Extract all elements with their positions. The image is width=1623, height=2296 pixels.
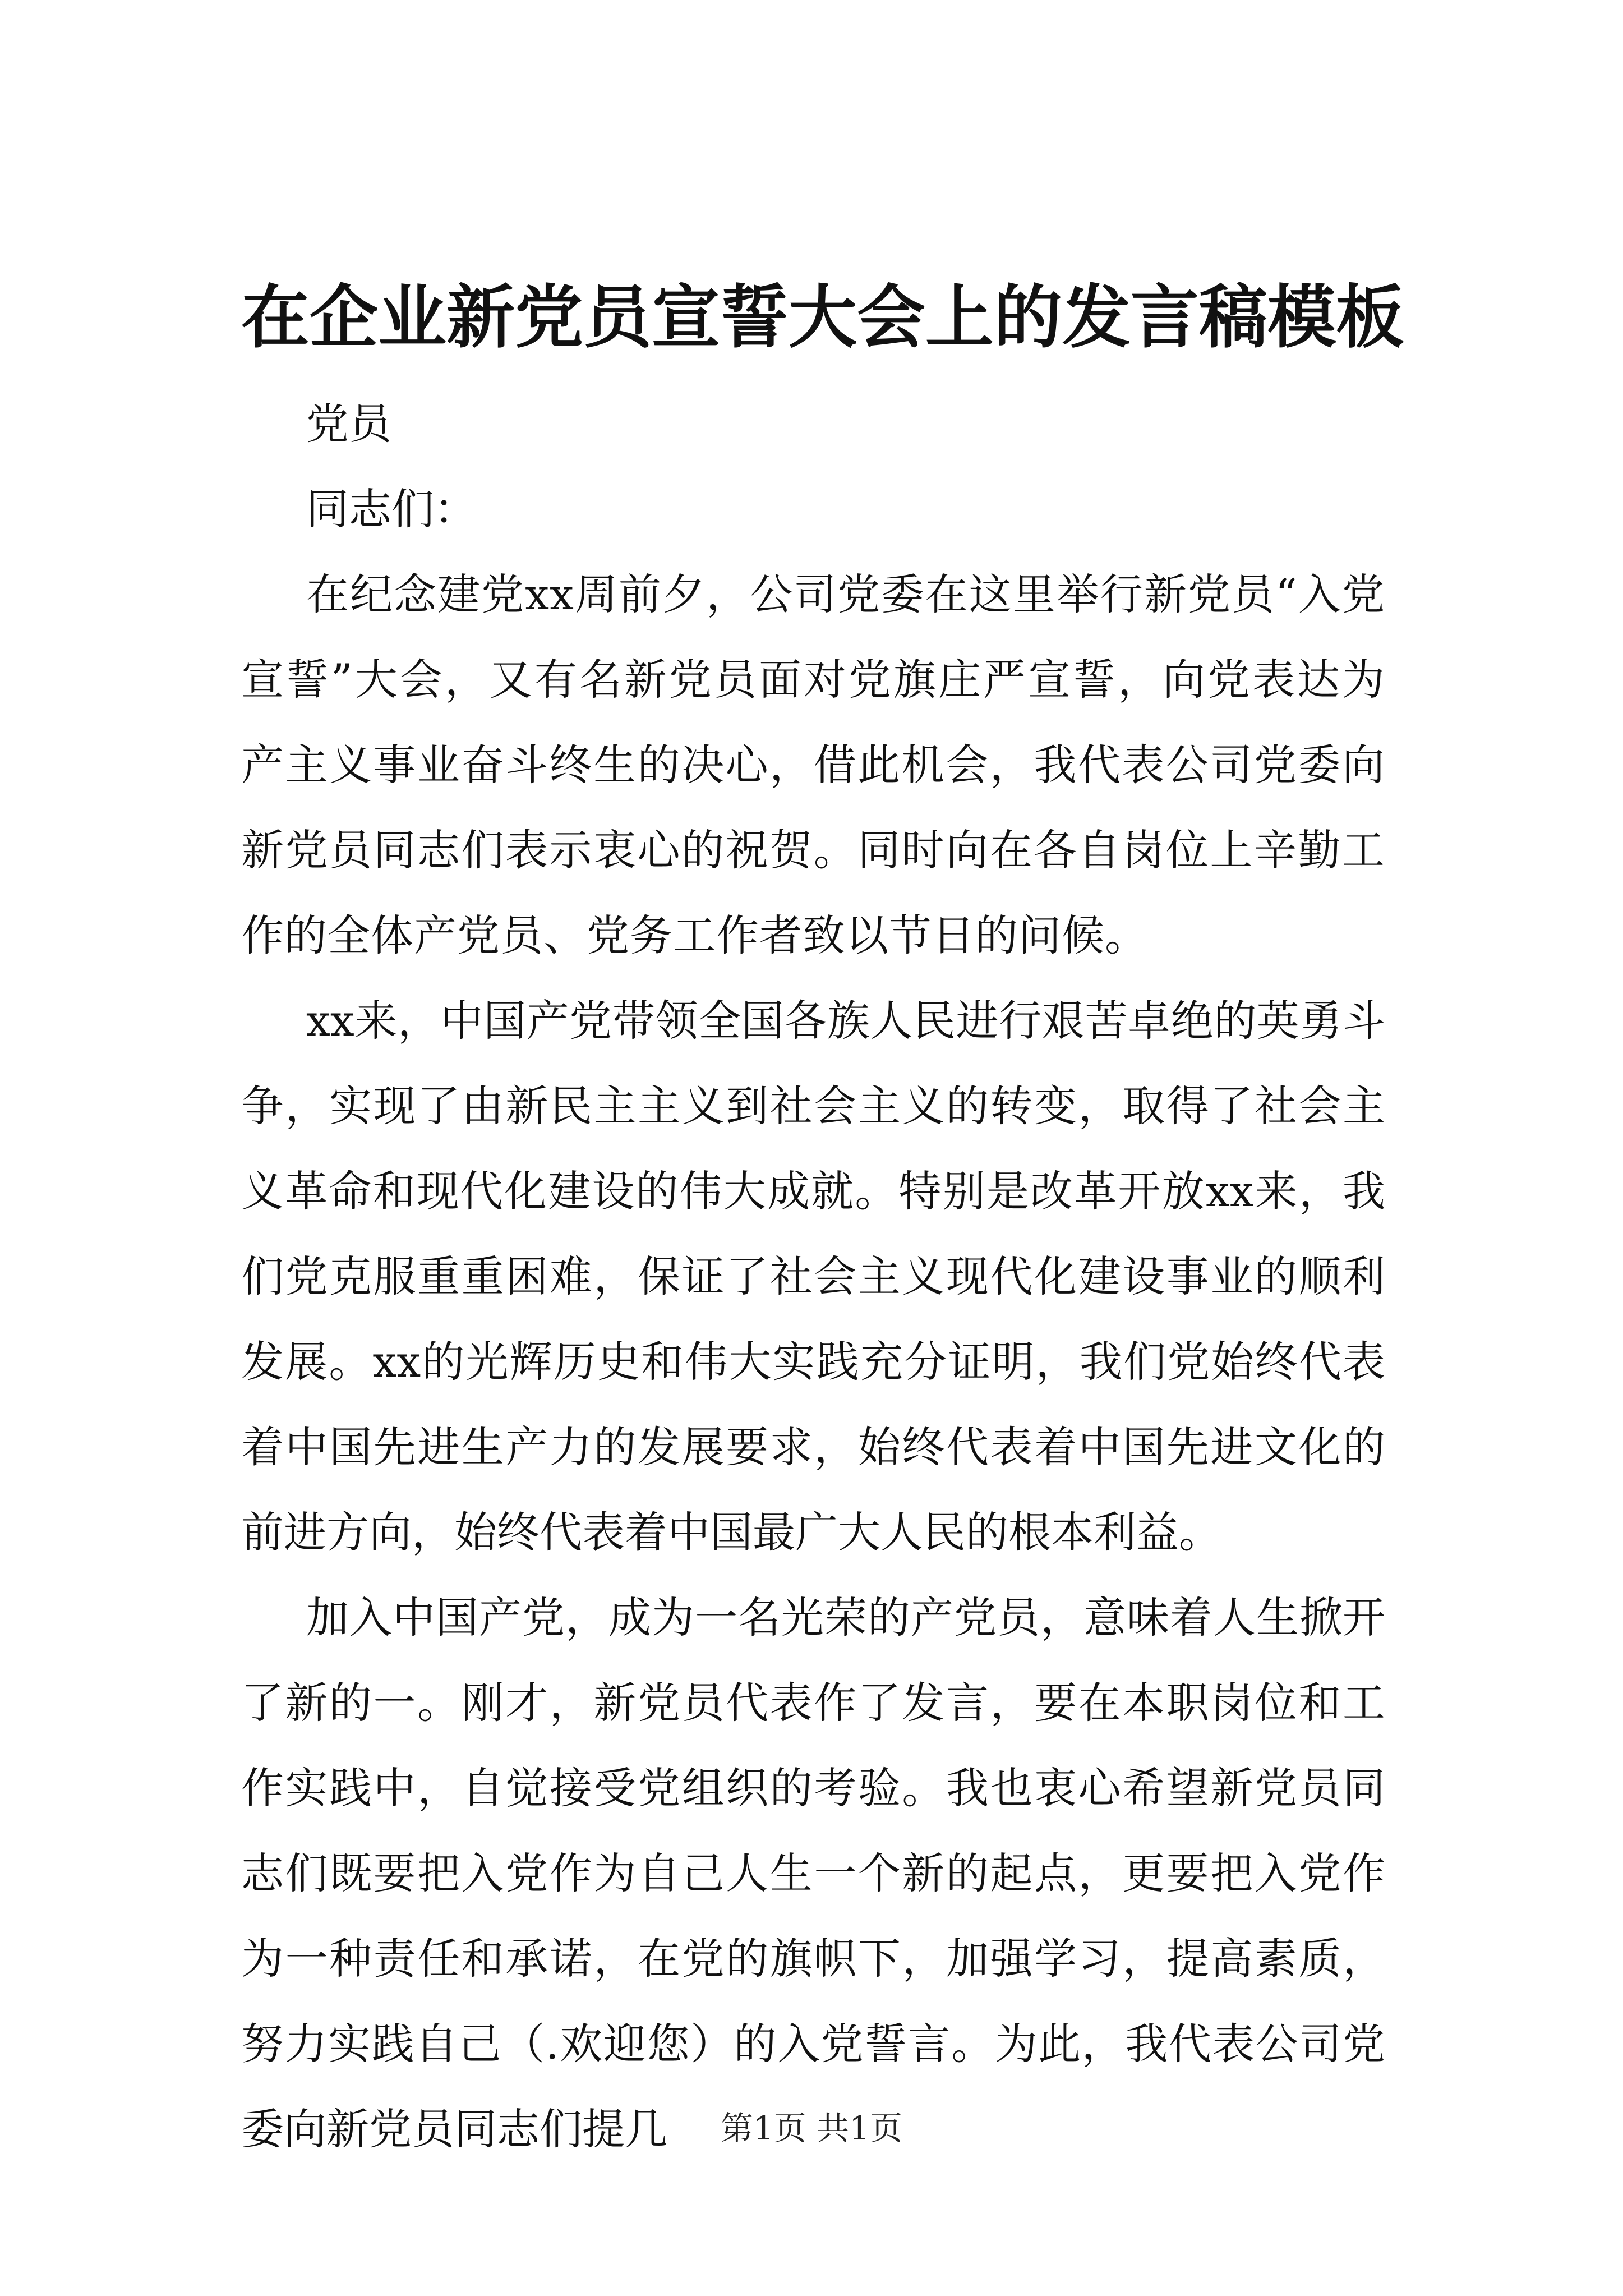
paragraph-2: xx来，中国产党带领全国各族人民进行艰苦卓绝的英勇斗争，实现了由新民主主义到社会主义的转变，取得了社会主义革命和现代化建设的伟大成就。特别是改革开放xx来，我们党克服重重困难，保证了社会主义现代化建设事业的顺利发展。xx的光辉历史和伟大实践充分证明，我们党始终代表着中国先进生产力的发展要求，始终代表着中国先进文化的前进方向，始终代表着中国最广大人民的根本利益。 (241, 996, 1385, 1557)
document-subtitle: 党员 (306, 399, 391, 449)
paragraph-3: 加入中国产党，成为一名光荣的产党员，意味着人生掀开了新的一。刚才，新党员代表作了发言，要在本职岗位和工作实践中，自觉接受党组织的考验。我也衷心希望新党员同志们既要把入党作为自己人生一个新的起点，更要把入党作为一种责任和承诺，在党的旗帜下，加强学习，提高素质，努力实践自己（.欢迎您）的入党誓言。为此，我代表公司党委向新党员同志们提几 (241, 1593, 1385, 2154)
paragraph-1: 在纪念建党xx周前夕，公司党委在这里举行新党员“入党宣誓”大会，又有名新党员面对党旗庄严宣誓，向党表达为产主义事业奋斗终生的决心，借此机会，我代表公司党委向新党员同志们表示衷心的祝贺。同时向在各自岗位上辛勤工作的全体产党员、党务工作者致以节日的问候。 (241, 569, 1385, 960)
document-body (241, 381, 1385, 2172)
document-title: 在企业新党员宣誓大会上的发言稿模板 (241, 277, 1404, 357)
salutation: 同志们： (306, 484, 477, 534)
page-footer: 第1页 共1页 (720, 2109, 903, 2147)
